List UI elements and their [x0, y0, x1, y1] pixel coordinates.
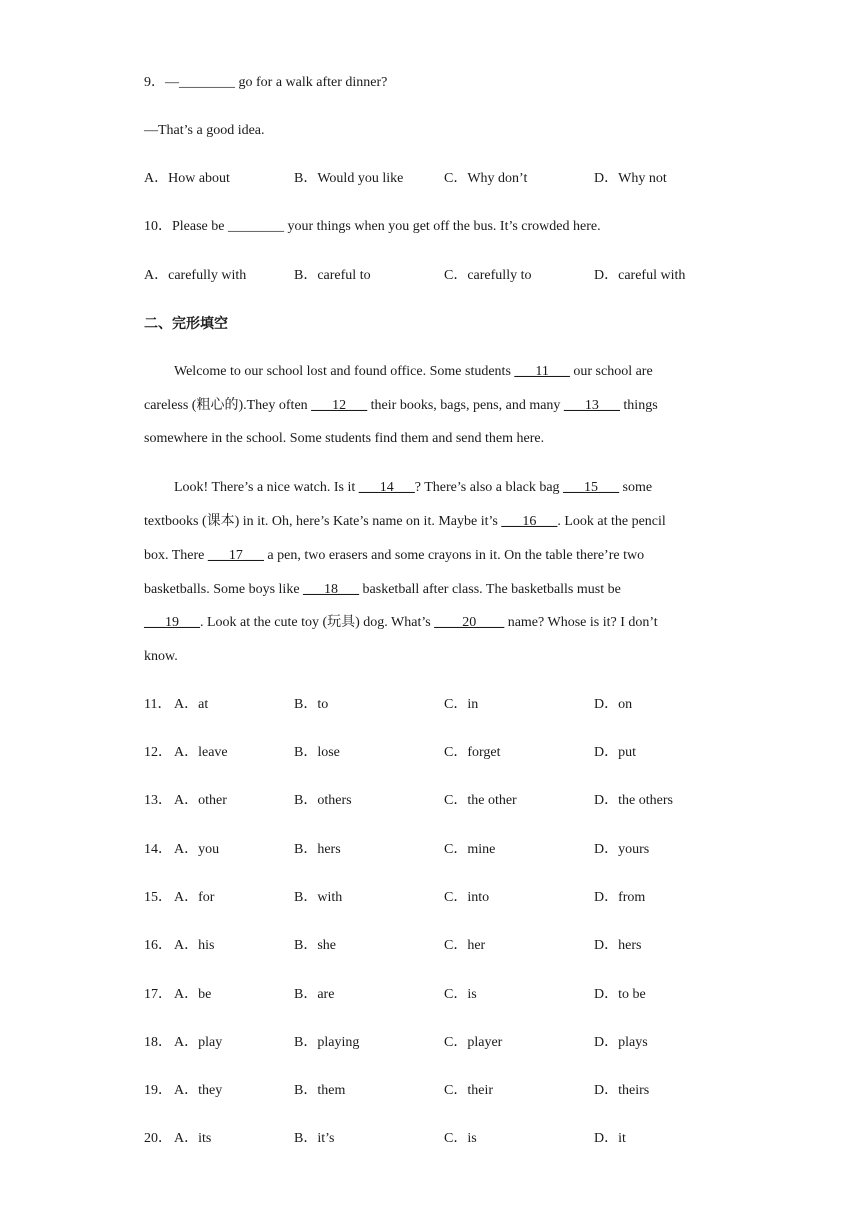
cloze-option-c: C．their: [444, 1083, 493, 1098]
cloze-option-d: D．theirs: [594, 1083, 650, 1098]
passage-text: ? There’s also a black bag: [414, 480, 564, 495]
passage-text: somewhere in the school. Some students find them and send them here.: [144, 431, 545, 446]
blank-11: ___11___: [514, 364, 570, 379]
passage-text: basketballs. Some boys like: [144, 582, 304, 597]
cloze-option-d: D．plays: [594, 1035, 648, 1050]
passage-line: [144, 613, 658, 633]
section-title: 二、完形填空: [144, 316, 228, 332]
passage-text: textbooks (课本) in it. Oh, here’s Kate’s name on it. Maybe it’s: [144, 514, 502, 529]
cloze-option-b: B．she: [294, 938, 336, 953]
cloze-question-number: 19．: [144, 1083, 172, 1098]
passage-text: Look! There’s a nice watch. Is it: [174, 480, 359, 495]
passage-text: a pen, two erasers and some crayons in it. On the table there’re two: [263, 548, 645, 563]
cloze-option-b: B．playing: [294, 1035, 360, 1050]
cloze-option-c: C．the other: [444, 793, 517, 808]
question-10-option-a: A．carefully with: [144, 268, 247, 283]
question-9-option-d: D．Why not: [594, 171, 667, 186]
cloze-option-a: A．play: [174, 1035, 223, 1050]
passage-line: [144, 546, 644, 566]
cloze-option-a: A．at: [174, 697, 209, 712]
cloze-option-b: B．are: [294, 987, 335, 1002]
passage-line: [144, 396, 658, 416]
cloze-option-c: C．mine: [444, 842, 496, 857]
passage-line: [144, 580, 621, 600]
passage-text: careless (粗心的).They often: [144, 398, 312, 413]
cloze-option-b: B．lose: [294, 745, 340, 760]
cloze-option-c: C．forget: [444, 745, 501, 760]
blank-16: ___16___: [501, 514, 558, 529]
question-10-option-c: C．carefully to: [444, 268, 532, 283]
cloze-option-d: D．to be: [594, 987, 646, 1002]
question-9-reply: —That’s a good idea.: [144, 123, 265, 138]
passage-text: know.: [144, 649, 178, 664]
cloze-option-c: C．player: [444, 1035, 503, 1050]
question-10-option-d: D．careful with: [594, 268, 686, 283]
blank-19: ___19___: [144, 615, 200, 630]
passage-text: . Look at the pencil: [557, 514, 666, 529]
passage-text: our school are: [569, 364, 653, 379]
cloze-option-c: C．her: [444, 938, 486, 953]
cloze-option-a: A．his: [174, 938, 215, 953]
cloze-option-d: D．hers: [594, 938, 642, 953]
cloze-question-number: 14．: [144, 842, 172, 857]
cloze-question-number: 13．: [144, 793, 172, 808]
cloze-option-b: B．it’s: [294, 1131, 335, 1146]
cloze-option-d: D．on: [594, 697, 633, 712]
cloze-question-number: 16．: [144, 938, 172, 953]
cloze-option-d: D．the others: [594, 793, 673, 808]
passage-line: [144, 429, 544, 449]
blank-17: ___17___: [207, 548, 264, 563]
question-9-option-a: A．How about: [144, 171, 230, 186]
question-9-option-c: C．Why don’t: [444, 171, 528, 186]
blank-14: ___14___: [358, 480, 415, 495]
cloze-option-a: A．be: [174, 987, 212, 1002]
cloze-option-c: C．is: [444, 1131, 477, 1146]
question-10-stem: 10．Please be ________ your things when you get off the bus. It’s crowded here.: [144, 219, 601, 234]
cloze-option-b: B．others: [294, 793, 352, 808]
blank-20: ____20____: [434, 615, 505, 630]
question-9-stem: 9．—________ go for a walk after dinner?: [144, 75, 388, 90]
cloze-question-number: 12．: [144, 745, 172, 760]
cloze-option-a: A．its: [174, 1131, 212, 1146]
blank-13: ___13___: [563, 398, 620, 413]
passage-text: their books, bags, pens, and many: [367, 398, 564, 413]
cloze-option-b: B．to: [294, 697, 329, 712]
blank-15: ___15___: [563, 480, 620, 495]
blank-12: ___12___: [311, 398, 368, 413]
passage-text: Welcome to our school lost and found office. Some students: [174, 364, 515, 379]
blank-18: ___18___: [303, 582, 360, 597]
cloze-option-a: A．leave: [174, 745, 228, 760]
passage-line: [144, 512, 666, 532]
cloze-option-d: D．yours: [594, 842, 650, 857]
cloze-option-d: D．it: [594, 1131, 626, 1146]
passage-text: basketball after class. The basketballs must be: [359, 582, 621, 597]
cloze-option-c: C．is: [444, 987, 477, 1002]
cloze-option-a: A．you: [174, 842, 220, 857]
cloze-option-b: B．hers: [294, 842, 341, 857]
passage-line: [144, 647, 178, 667]
passage-text: some: [619, 480, 653, 495]
cloze-option-d: D．put: [594, 745, 636, 760]
cloze-question-number: 17．: [144, 987, 172, 1002]
cloze-option-b: B．them: [294, 1083, 346, 1098]
question-10-option-b: B．careful to: [294, 268, 371, 283]
cloze-option-a: A．other: [174, 793, 227, 808]
cloze-question-number: 20．: [144, 1131, 172, 1146]
passage-line: [174, 362, 653, 382]
passage-line: [174, 478, 652, 498]
passage-text: . Look at the cute toy (玩具) dog. What’s: [200, 615, 435, 630]
cloze-option-d: D．from: [594, 890, 646, 905]
passage-text: things: [619, 398, 658, 413]
cloze-option-b: B．with: [294, 890, 343, 905]
question-9-option-b: B．Would you like: [294, 171, 404, 186]
passage-text: box. There: [144, 548, 208, 563]
cloze-question-number: 11．: [144, 697, 172, 712]
cloze-option-a: A．they: [174, 1083, 223, 1098]
cloze-question-number: 15．: [144, 890, 172, 905]
passage-text: name? Whose is it? I don’t: [504, 615, 658, 630]
cloze-question-number: 18．: [144, 1035, 172, 1050]
cloze-option-c: C．in: [444, 697, 479, 712]
cloze-option-c: C．into: [444, 890, 490, 905]
cloze-option-a: A．for: [174, 890, 215, 905]
